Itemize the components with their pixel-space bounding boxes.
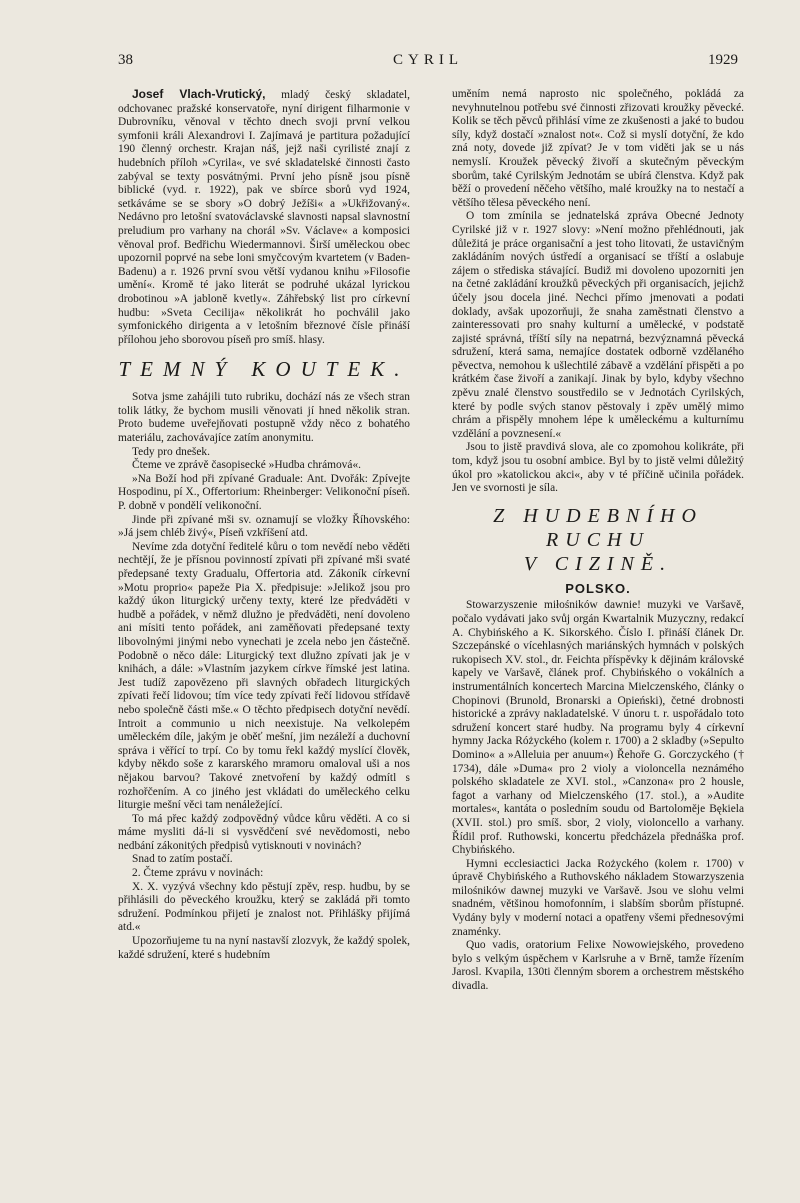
paragraph: Sotva jsme zahájili tuto rubriku, dochází nás ze všech stran tolik látky, že bychom musili věnovati jí hned několik stran. Proto budeme uveřejňovati postupně vždy něco z bohatého materiálu, zachovávajíce zatím anonymitu. [118, 391, 410, 445]
composer-name: Josef Vlach-Vrutický, [132, 87, 266, 101]
paragraph: 2. Čteme zprávu v novinách: [132, 867, 264, 880]
running-header [118, 52, 738, 72]
paragraph: Nevíme zda dotyční ředitelé kůru o tom nevědí nebo věděti nechtějí, že je přísnou povinností zpívati při zpívané mši svaté předepsané texty Gradualu, Offertoria atd. Zákoník církevní »Motu proprio« papeže Pia X. předpisuje: »Jelikož jsou pro každý úkon liturgický určeny texty, které lze předváděti v hudbě a pořádek, v němž dlužno je předváděti, není dovoleno ani mísiti tento pořádek, ani zaměňovati předepsané texty libovolnými jinými nebo vynechati je zcela nebo jen částečně. Podobně o něco dále: Liturgický text dlužno zpívati jak je v knihách, a dále: »Vlastním jazykem církve římské jest latina. Jest tudíž zapovězeno při slavných obřadech liturgických zpívati řečí lidovou; tím více tedy zpívati řečí lidovou střídavě nebo společně části mše.« O těchto předpisech dotyční nevědí. Introit a communio u nich neexistuje. Na velkolepém uměleckém díle, jakým je oběť mešní, jim nezáleží a duchovní správa i věřící to trpí. Co by tomu řekl každý myslící člověk, kdyby někdo soše z kararského mramoru omaloval uši a nos nějakou barvou? Takové znetvoření by každý odmítl s rozhořčením. A co jiného jest vkládati do uměleckého celku liturgie mešní věci tam nenáležející. [118, 540, 410, 812]
year: 1929 [708, 52, 738, 68]
page-number: 38 [118, 52, 133, 68]
lead-paragraph [118, 88, 410, 347]
subheading-polsko: POLSKO. [565, 580, 631, 596]
paragraph: Snad to zatím postačí. [132, 853, 233, 866]
journal-title: CYRIL [393, 52, 463, 68]
paragraph: Upozorňujeme tu na nyní nastavší zlozvyk, že každý spolek, každé sdružení, které s hudebním [118, 935, 410, 961]
section-title-temny-koutek: TEMNÝ KOUTEK. [118, 357, 410, 382]
paragraph: Tedy pro dnešek. [132, 445, 210, 458]
paragraph: Jinde při zpívané mši sv. oznamují se vložky Říhovského: »Já jsem chléb živý«, Píseň vzkříšení atd. [118, 513, 410, 540]
section-title-line: Z HUDEBNÍHO RUCHU [493, 504, 703, 551]
left-column [118, 88, 410, 962]
right-column [452, 88, 744, 994]
paragraph: Jsou to jistě pravdivá slova, ale co zpomohou kolikráte, při tom, když jsou tu osobní ambice. Byl by to jistě velmi důležitý úkol pro »katolickou akci«, aby v té příčině učinila pořádek. Jen ve svornosti je síla. [452, 441, 744, 495]
paragraph: O tom zmínila se jednatelská zpráva Obecné Jednoty Cyrilské již v r. 1927 slovy: »Není možno přehlédnouti, jak důležitá je práce organisační a jest toho litovati, že ustavičným zakládáním nových ústředí a organisací se tříští a oslabuje zájem o střediska stávající. Budiž mi dovoleno upozorniti jen na četné zakládání kroužků pěveckých při organisacích, jejichž účely jsou docela jiné. Nechci přímo jmenovati a podati doklady, avšak upozorňuji, že snaha zaměstnati členstvo a zainteressovati pro snahy kulturní a umělecké, v podstatě zajisté správná, tříští síly na nepatrná, bezvýznamná pěvecká sdružení, která sama, nemajíce dostatek odborně vzdělaného pěvectva, nemohou k ušlechtilé zábavě a vzdělání přispěti a po krátkém čase živoří a zanikají. Jinak by bylo, kdyby všechno zpěvu znalé členstvo soustředilo se v Jednotách Cyrilských, které by podle svých stanov pěstovaly i zpěv umělý mimo chrám a přispěly mnohem lépe k uměleckému a kulturnímu vzdělání a povznesení.« [452, 210, 744, 440]
section-title-hudebni-ruch [452, 504, 744, 576]
paragraph: Stowarzyszenie miłośników dawnie! muzyki ve Varšavě, počalo vydávati jako svůj orgán Kwartalnik Muzyczny, redakcí A. Chybińského a K. Sikorského. Číslo I. přináší článek Dr. Szczepánské o vícehlasných mariánských hymnách v polských rukopisech XV. stol., dr. Feichta příspěvky k dějinám královské kapely ve Varšavě, článek prof. Chybińského o vokálních a instrumentálních koncertech Marcina Mielczenského, články o Chopinovi (Brunold, Bronarski a Opieński), četné drobnosti historické a zprávy nakladatelské. V únoru t. r. uspořádalo toto sdružení koncert staré hudby. Na programu byly 4 církevní hymny Jacka Różyckého (kolem r. 1700) a 2 skladby (»Sepulto Domino« a »Alleluia per anuum«) Řehoře G. Gorczyckého († 1734), dále »Duma« pro 2 violy a violoncella neznámého polského skladatele ze XVI. stol., »Canzona« pro 2 housle, fagot a varhany od Mielczenského (17. stol.), a »Audite mortales«, kantáta o posledním soudu od Bartoloměje Bękiela (XVII. stol.) pro smíš. sbor, 2 violy, violoncello a varhany. Řídil prof. Ruthowski, koncertu předcházela přednáška prof. Chybińského. [452, 599, 744, 857]
paragraph: Quo vadis, oratorium Felixe Nowowiejského, provedeno bylo s velkým úspěchem v Karlsruhe a v Brně, tamže řízením Jarosl. Kvapila, 130ti členným sborem a orchestrem městského divadla. [452, 939, 744, 993]
paragraph: uměním nemá naprosto nic společného, pokládá za nevyhnutelnou potřebu své činnosti zřizovati kroužky pěvecké. Kolik se těch pěvců přihlásí víme ze zkušenosti a jaké to budou síly, když dostačí »znalost not«. Což si myslí dotyční, že kdo zná noty, dovede již zpívat? Je v tom viděti jak se u nás nemyslí. Kroužek pěvecký živoří a skutečným pěveckým sborům, také Cyrilským Jednotám se ubírá členstva. Když pak běží o provedení něčeho většího, malé kroužky na to nestačí a většího tělesa pěveckého není. [452, 88, 744, 209]
paragraph: To má přec každý zodpovědný vůdce kůru věděti. A co si máme mysliti dá-li si vysvědčení své nevědomosti, nebo nedbání zákonitých předpisů vytisknouti v novinách? [118, 812, 410, 852]
paragraph: Hymni ecclesiactici Jacka Rożyckého (kolem r. 1700) v úpravě Chybińského a Ruthovského nákladem Stowarzyszenia milośników dawnej muzyki ve Varšavě. Jsou ve slohu velmi snadném, většinou homofonním, i slabším sborům přístupné. Vydány byly v moderní notaci a opatřeny všemi přednesovými znaménky. [452, 857, 744, 938]
paragraph: X. X. vyzývá všechny kdo pěstují zpěv, resp. hudbu, by se přihlásili do pěveckého kroužku, který se zakládá při tomto sdružení. Podmínkou přijetí je znalost not. Přihlášky přijímá atd.« [118, 880, 410, 934]
paragraph: Čteme ve zprávě časopisecké »Hudba chrámová«. [132, 459, 361, 472]
lead-paragraph-text: mladý český skladatel, odchovanec pražské konservatoře, nyní dirigent filharmonie v Dubrovníku, věnoval v těchto dnech svoji první velkou symfonii králi Alexandrovi I. Zajímavá je partitura požadující 190 členný orchestr. Krajan náš, jejž naši cyrilisté znají z hudebních příloh »Cyrila«, ve své skladatelské činnosti často zabýval se texty posvátnými. První jeho písně jsou písně biblické (vyd. r. 1922), pak ve sbírce sborů vyd 1924, setkáváme se se sbory »O dobrý Ježíši« a »Ukřižovaný«. Nedávno pro letošní svatováclavské slavnosti napsal slavnostní preludium pro varhany na chorál »Sv. Václave« a komposici věnoval prof. Bedřichu Wiedermannovi. Širší uměleckou obec upozornil poprvé na sebe loni smyčcovým kvartetem (v Baden-Badenu) a r. 1926 první svou větší vydanou knihu »Filosofie umění«. Kromě té jako literát se podruhé ukázal lyrickou drobotinou »A jabloně kvetly«. Záhřebský list pro církevní hudbu: »Sveta Cecilija« několikrát ho pochválil jako symfonického dirigenta a v letošním březnové čísle přináší přílohou jeho sborovou píseň pro smíš. hlasy. [118, 89, 410, 346]
paragraph: »Na Boží hod při zpívané Graduale: Ant. Dvořák: Zpívejte Hospodinu, pí X., Offertorium: Rheinberger: Velikonoční píseň. P. dobně v pondělí velikonoční. [118, 472, 410, 513]
section-title-line: V CIZINĚ. [523, 552, 673, 575]
